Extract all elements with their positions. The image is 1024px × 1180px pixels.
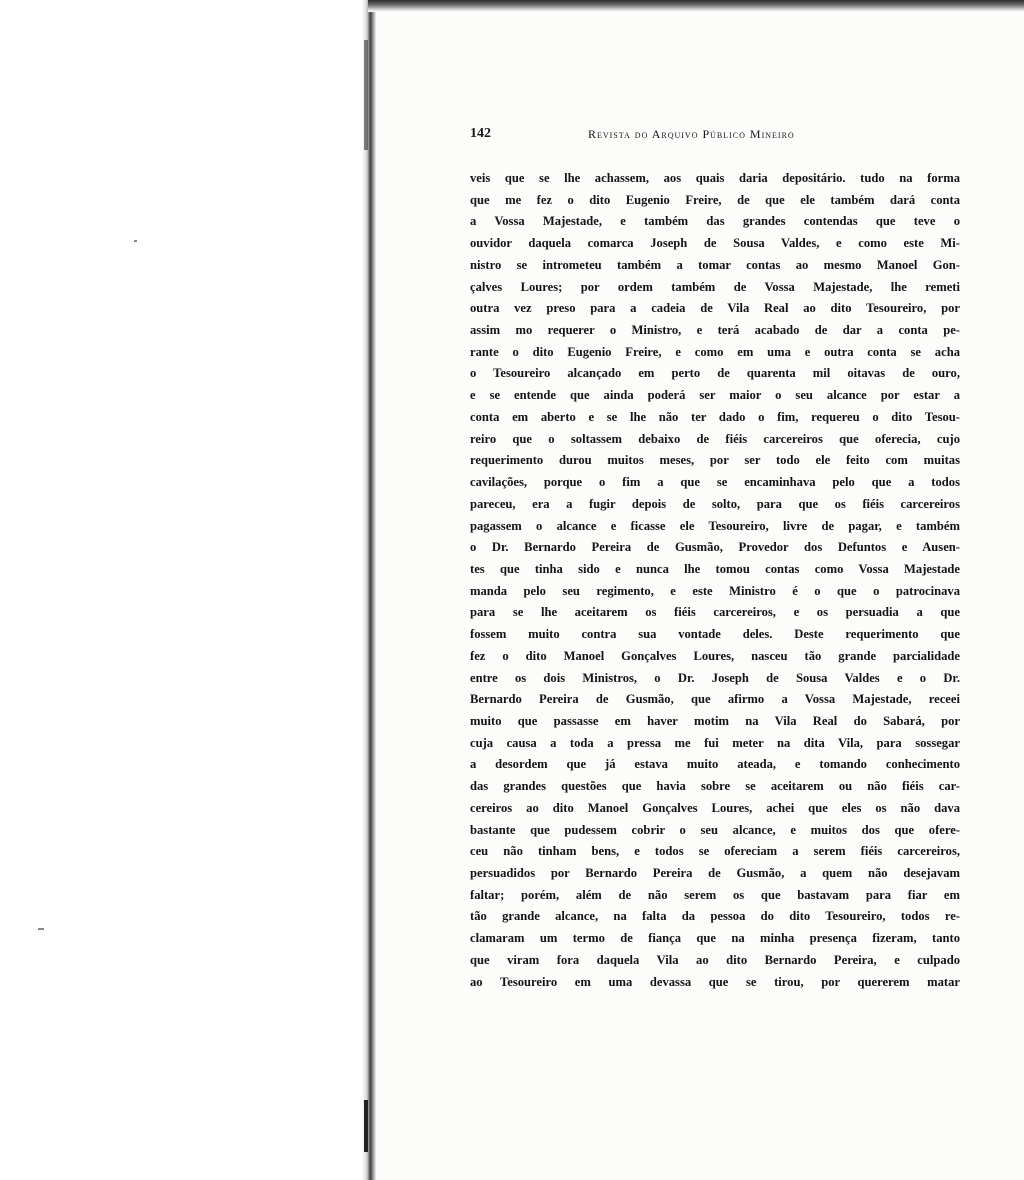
binding-mark <box>364 40 368 150</box>
text-line: ouvidor daquela comarca Joseph de Sousa Valdes, e como este Mi- <box>470 236 960 251</box>
text-line: nistro se intrometeu também a tomar contas ao mesmo Manoel Gon- <box>470 257 960 272</box>
running-head <box>470 126 960 146</box>
text-line: cuja causa a toda a pressa me fui meter na dita Vila, para sossegar <box>470 735 960 750</box>
text-line: tão grande alcance, na falta da pessoa do dito Tesoureiro, todos re- <box>470 909 960 924</box>
text-line: outra vez preso para a cadeia de Vila Real ao dito Tesoureiro, por <box>470 301 960 316</box>
text-line: entre os dois Ministros, o Dr. Joseph de Sousa Valdes e o Dr. <box>470 670 960 685</box>
text-line: e se entende que ainda poderá ser maior o seu alcance por estar a <box>470 388 960 403</box>
text-line: assim mo requerer o Ministro, e terá acabado de dar a conta pe- <box>470 323 960 338</box>
text-line: que me fez o dito Eugenio Freire, de que ele também dará conta <box>470 192 960 207</box>
book-gutter-shadow <box>362 0 376 1180</box>
text-line: que viram fora daquela Vila ao dito Bernardo Pereira, e culpado <box>470 952 960 967</box>
text-line: Bernardo Pereira de Gusmão, que afirmo a Vossa Majestade, receei <box>470 692 960 707</box>
text-line: çalves Loures; por ordem também de Vossa Majestade, lhe remeti <box>470 279 960 294</box>
text-line: veis que se lhe achassem, aos quais daria depositário. tudo na forma <box>470 171 960 185</box>
text-line: das grandes questões que havia sobre se aceitarem ou não fiéis car- <box>470 779 960 794</box>
page-number: 142 <box>470 126 491 141</box>
text-line: faltar; porém, além de não serem os que bastavam para fiar em <box>470 887 960 902</box>
text-line: requerimento durou muitos meses, por ser todo ele feito com muitas <box>470 453 960 468</box>
body-text <box>470 168 960 993</box>
text-line: muito que passasse em haver motim na Vila Real do Sabará, por <box>470 713 960 728</box>
text-line: clamaram um termo de fiança que na minha presença fizeram, tanto <box>470 931 960 946</box>
text-line: fossem muito contra sua vontade deles. Deste requerimento que <box>470 627 960 642</box>
text-line: pagassem o alcance e ficasse ele Tesoureiro, livre de pagar, e também <box>470 518 960 533</box>
text-line: conta em aberto e se lhe não ter dado o fim, requereu o dito Tesou- <box>470 409 960 424</box>
paper-speck <box>134 240 137 242</box>
paper-speck <box>38 928 44 930</box>
text-line: pareceu, era a fugir depois de solto, para que os fiéis carcereiros <box>470 496 960 511</box>
text-line: rante o dito Eugenio Freire, e como em uma e outra conta se acha <box>470 344 960 359</box>
binding-mark <box>364 1100 368 1152</box>
text-line: ceu não tinham bens, e todos se ofereciam a serem fiéis carcereiros, <box>470 844 960 859</box>
journal-title: Revista do Arquivo Público Mineiro <box>588 127 795 141</box>
text-line: cereiros ao dito Manoel Gonçalves Loures, achei que eles os não dava <box>470 800 960 815</box>
text-line: ao Tesoureiro em uma devassa que se tirou, por quererem matar <box>470 974 960 989</box>
text-line: a Vossa Majestade, e também das grandes contendas que teve o <box>470 214 960 229</box>
left-blank-page <box>0 0 368 1180</box>
text-line: o Tesoureiro alcançado em perto de quarenta mil oitavas de ouro, <box>470 366 960 381</box>
text-line: cavilações, porque o fim a que se encaminhava pelo que a todos <box>470 475 960 490</box>
text-line: persuadidos por Bernardo Pereira de Gusmão, a quem não desejavam <box>470 866 960 880</box>
text-line: o Dr. Bernardo Pereira de Gusmão, Provedor dos Defuntos e Ausen- <box>470 540 960 555</box>
text-line: tes que tinha sido e nunca lhe tomou contas como Vossa Majestade <box>470 561 960 576</box>
text-line: manda pelo seu regimento, e este Ministro é o que o patrocinava <box>470 583 960 598</box>
text-line: fez o dito Manoel Gonçalves Loures, nasceu tão grande parcialidade <box>470 648 960 663</box>
page-top-shadow <box>368 0 1024 12</box>
text-line: reiro que o soltassem debaixo de fiéis carcereiros que oferecia, cujo <box>470 431 960 446</box>
text-line: bastante que pudessem cobrir o seu alcance, e muitos dos que ofere- <box>470 822 960 837</box>
text-line: a desordem que já estava muito ateada, e tomando conhecimento <box>470 757 960 772</box>
text-line: para se lhe aceitarem os fiéis carcereiros, e os persuadia a que <box>470 605 960 620</box>
